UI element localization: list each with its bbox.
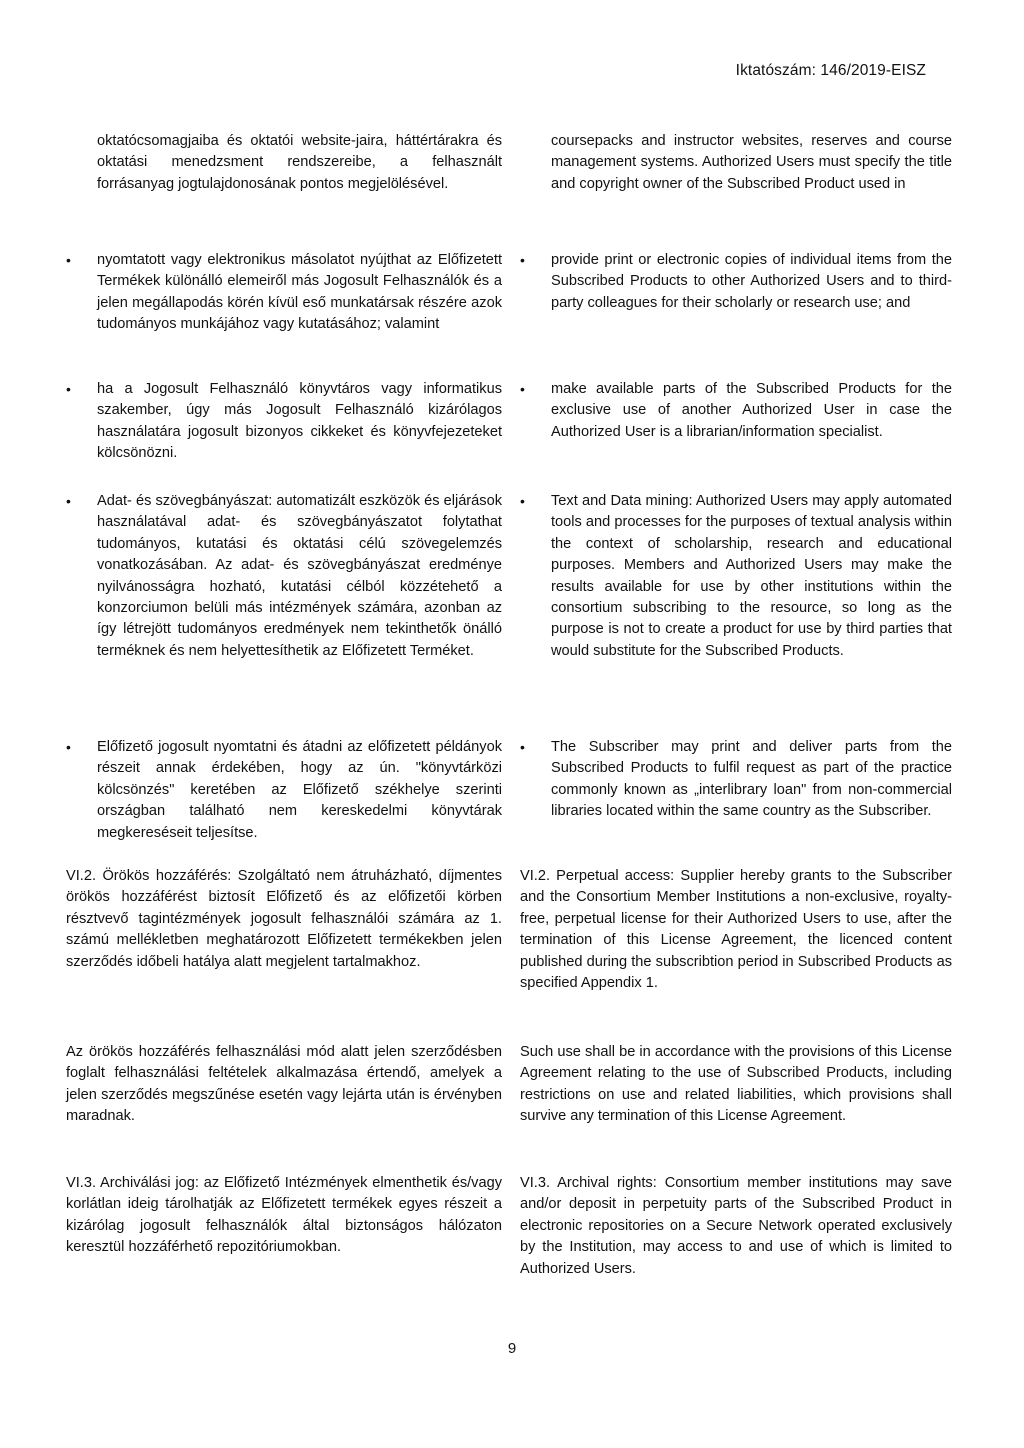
bullet-librarian-en: • make available parts of the Subscribed Products for the exclusive use of another Authorized User in case the Authorized User is a librarian/information specialist. (520, 379, 952, 443)
bullet-text-data-mining-en: • Text and Data mining: Authorized Users may apply automated tools and processes for the purposes of textual analysis within the context of scholarship, research and educational purposes. Members and Authorized Users may make the results available for use by other institutions within the consortium subscribing to the resource, so long as the purpose is not to create a product for use by third parties that would substitute for the Subscribed Products. (520, 491, 952, 662)
bullet-copies-en: • provide print or electronic copies of individual items from the Subscribed Products to other Authorized Users and to third-party colleagues for their scholarly or research use; and (520, 250, 952, 314)
perpetual-use-paragraph-en: Such use shall be in accordance with the provisions of this License Agreement relating to the use of Subscribed Products, including restrictions on use and related liabilities, which provisions shall survive any termination of this License Agreement. (520, 1044, 952, 1125)
document-reference-number: Iktatószám: 146/2019-EISZ (735, 62, 926, 79)
section-vi2-hu (66, 866, 502, 973)
section-text: Perpetual access: Supplier hereby grants to the Subscriber and the Consortium Member Institutions a non-exclusive, royalty-free, perpetual license for their Authorized Users to use, after the termination of this License Agreement, the licenced content published during the subscribtion period in Subscribed Products as specified Appendix 1. (520, 868, 952, 992)
bullet-copies-hu: • nyomtatott vagy elektronikus másolatot nyújthat az Előfizetett Termékek különálló elemeiről más Jogosult Felhasználók és a jelen megállapodás körén kívül eső munkatársak részére azok tudományos munkájához vagy kutatásához; valamint (66, 250, 502, 336)
section-vi3-hu (66, 1173, 502, 1259)
section-vi2-en (520, 866, 952, 994)
section-number: VI.2. (66, 868, 97, 884)
bullet-interlibrary-loan-hu: • Előfizető jogosult nyomtatni és átadni az előfizetett példányok részeit annak érdekében, hogy az ún. "könyvtárközi kölcsönzés" keretében az Előfizető székhelye szerinti országban található nem kereskedelmi könyvtárak megkereséseit teljesítse. (66, 737, 502, 844)
bullet-interlibrary-loan-en: • The Subscriber may print and deliver parts from the Subscribed Products to fulfil request as part of the practice commonly known as „interlibrary loan" from non-commercial libraries located within the same country as the Subscriber. (520, 737, 952, 823)
continuation-paragraph-hu: oktatócsomagjaiba és oktatói website-jaira, háttértárakra és oktatási menedzsment rendszereibe, a felhasznált forrásanyag jogtulajdonosának pontos megjelölésével. (97, 133, 502, 192)
continuation-paragraph-en: coursepacks and instructor websites, reserves and course management systems. Authorized Users must specify the title and copyright owner of the Subscribed Product used in (551, 133, 952, 192)
section-text: Archiválási jog: az Előfizető Intézmények elmenthetik és/vagy korlátlan ideig tárolhatják az Előfizetett termékek egyes részeit a kizárólag jogosult felhasználók által biztonságos hálózaton keresztül hozzáférhető repozitóriumokban. (66, 1175, 503, 1256)
perpetual-use-paragraph-hu: Az örökös hozzáférés felhasználási mód alatt jelen szerződésben foglalt felhasználási feltételek alkalmazása értendő, amelyek a jelen szerződés megszűnése esetén vagy lejárta után is érvényben maradnak. (66, 1044, 502, 1125)
bullet-text-data-mining-hu: • Adat- és szövegbányászat: automatizált eszközök és eljárások használatával adat- és szövegbányászatot folytathat tudományos, kutatási és oktatási célú szövegelemzés vonatkozásában. Az adat- és szövegbányászat eredménye nyilvánosságra hozható, kutatási célból közzétehető a konzorciumon belüli más intézmények számára, azonban az így létrejött tudományos eredmények nem tekinthetők önálló terméknek és nem helyettesíthetik az Előfizetett Terméket. (66, 491, 502, 662)
section-number: VI.2. (520, 868, 551, 884)
section-number: VI.3. (520, 1175, 551, 1191)
section-vi3-en (520, 1173, 952, 1280)
section-number: VI.3. (66, 1175, 97, 1191)
bullet-librarian-hu: • ha a Jogosult Felhasználó könyvtáros vagy informatikus szakember, úgy más Jogosult Felhasználó kizárólagos használatára jogosult bizonyos cikkeket és könyvfejezeteket kölcsönözni. (66, 379, 502, 465)
section-text: Archival rights: Consortium member institutions may save and/or deposit in perpetuity parts of the Subscribed Product in electronic repositories on a Secure Network operated exclusively by the Institution, may access to and use of which is limited to Authorized Users. (520, 1175, 952, 1277)
page-number: 9 (507, 1340, 517, 1357)
section-text: Örökös hozzáférés: Szolgáltató nem átruházható, díjmentes örökös hozzáférést biztosít Előfizető és az előfizetői körben résztvevő tagintézmények jogosult felhasználói számára az 1. számú mellékletben meghatározott Előfizetett termékekben jelen szerződés időbeli hatálya alatt megjelent tartalmakhoz. (66, 868, 502, 970)
